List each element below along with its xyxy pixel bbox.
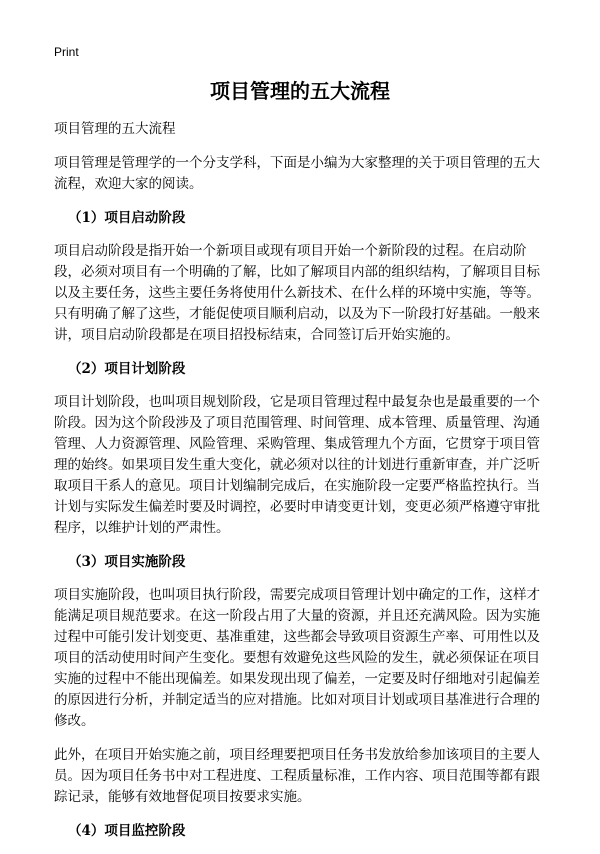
section-heading-planning: （2）项目计划阶段	[68, 361, 186, 377]
article-subtitle: 项目管理的五大流程	[54, 121, 176, 137]
section-heading-initiation: （1）项目启动阶段	[68, 210, 186, 226]
print-label: Print	[54, 45, 79, 59]
article-body	[54, 119, 550, 854]
section-heading-monitoring: （4）项目监控阶段	[68, 823, 186, 839]
section-heading-execution: （3）项目实施阶段	[68, 554, 186, 570]
section-initiation-paragraph: 项目启动阶段是指开始一个新项目或现有项目开始一个新阶段的过程。在启动阶段，必须对项目有一个明确的了解，比如了解项目内部的组织结构，了解项目目标以及主要任务，这些主要任务将使用什么新技术、在什么样的环境中实施，等等。只有明确了解了这些，才能促使项目顺利启动，以及为下一阶段打好基础。一般来讲，项目启动阶段都是在项目招投标结束，合同签订后开始实施的。	[54, 243, 540, 343]
intro-paragraph: 项目管理是管理学的一个分支学科，下面是小编为大家整理的关于项目管理的五大流程，欢迎大家的阅读。	[54, 155, 540, 192]
section-execution-paragraph-1: 项目实施阶段，也叫项目执行阶段，需要完成项目管理计划中确定的工作，这样才能满足项目规范要求。在这一阶段占用了大量的资源，并且还充满风险。因为实施过程中可能引发计划变更、基准重建，这些都会导致项目资源生产率、可用性以及项目的活动使用时间产生变化。要想有效避免这些风险的发生，就必须保证在项目实施的过程中不能出现偏差。如果发现出现了偏差，一定要及时仔细地对引起偏差的原因进行分析，并制定适当的应对措施。比如对项目计划或项目基准进行合理的修改。	[54, 587, 540, 729]
section-execution-paragraph-2: 此外，在项目开始实施之前，项目经理要把项目任务书发放给参加该项目的主要人员。因为项目任务书中对工程进度、工程质量标准，工作内容、项目范围等都有跟踪记录，能够有效地督促项目按要求实施。	[54, 747, 540, 805]
page-title: 项目管理的五大流程	[210, 79, 390, 103]
section-planning-paragraph: 项目计划阶段，也叫项目规划阶段，它是项目管理过程中最复杂也是最重要的一个阶段。因为这个阶段涉及了项目范围管理、时间管理、成本管理、质量管理、沟通管理、人力资源管理、风险管理、采购管理、集成管理九个方面，它贯穿于项目管理的始终。如果项目发生重大变化，就必须对以往的计划进行重新审查，并广泛听取项目干系人的意见。项目计划编制完成后，在实施阶段一定要严格监控执行。当计划与实际发生偏差时要及时调控，必要时申请变更计划，变更必须严格遵守审批程序，以维护计划的严肃性。	[54, 394, 540, 536]
